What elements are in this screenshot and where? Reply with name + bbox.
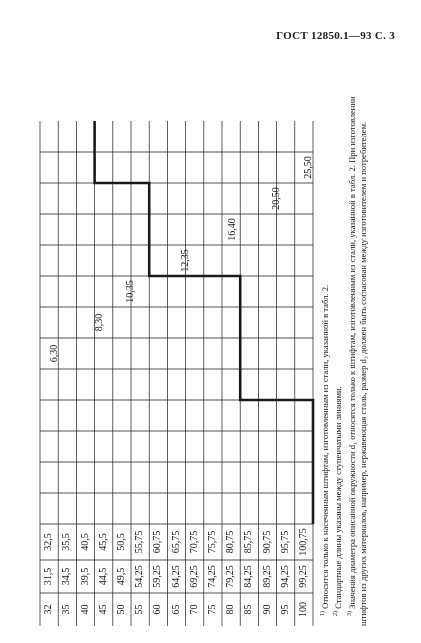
table-cell-v2: 80,75 (225, 530, 237, 554)
table-cell-v1: 31,5 (43, 567, 55, 586)
rotated-table-block (30, 66, 390, 626)
table-cell-v2: 75,75 (206, 530, 218, 554)
table-cell-v1: 59,25 (152, 565, 164, 588)
table-cell-v2: 50,5 (115, 533, 127, 551)
page-header: ГОСТ 12850.1—93 С. 3 (276, 30, 395, 42)
table-cell-label: 55 (134, 604, 146, 615)
table-cell-v1: 34,5 (61, 567, 73, 586)
table-cell-label: 32 (43, 604, 55, 615)
table-cell-label: 60 (152, 604, 164, 615)
footnote-1 (318, 66, 331, 626)
table-cell-v1: 54,25 (134, 565, 146, 588)
footnote-3 (345, 66, 370, 626)
footnote-1-text: Относится только к насеченным штифтам, изготовленным из стали, указанной в табл. 2. (319, 284, 330, 609)
table-cell-v1: 64,25 (170, 565, 182, 588)
table-cell-label: 70 (188, 604, 200, 615)
column-header-value: 10,35 (125, 280, 136, 303)
table-cell-label: 80 (225, 604, 237, 615)
column-header-value: 20,50 (270, 187, 282, 210)
table-cell-v2: 55,75 (134, 530, 146, 554)
table-cell-label: 45 (97, 604, 109, 615)
table-cell-v1: 44,5 (97, 567, 109, 586)
table-cell-v1: 49,5 (115, 567, 127, 586)
table-cell-v2: 45,5 (97, 533, 109, 551)
table-cell-v1: 74,25 (206, 565, 218, 588)
table-cell-v1: 99,25 (297, 565, 309, 588)
table-cell-label: 100 (297, 602, 309, 617)
table-cell-v2: 85,75 (243, 530, 255, 554)
table-cell-v1: 39,5 (79, 567, 91, 586)
table-cell-label: 50 (115, 604, 127, 615)
table-cell-v2: 90,75 (261, 530, 273, 554)
column-header-value: 12,35 (179, 249, 191, 272)
footnote-1-mark: 1) (320, 611, 326, 616)
table-cell-v1: 79,25 (225, 565, 237, 588)
table-cell-v2: 95,75 (279, 530, 291, 554)
table-cell-v2: 65,75 (170, 530, 182, 554)
column-header-value: 16,40 (226, 218, 238, 241)
table-cell-label: 75 (206, 604, 218, 615)
footnotes (318, 66, 370, 626)
footnote-2-mark: 2) (333, 611, 340, 616)
table-cell-v1: 84,25 (243, 565, 255, 588)
table-cell-v2: 60,75 (152, 530, 164, 554)
table-cell-v2: 70,75 (188, 530, 200, 554)
table-cell-v1: 94,25 (279, 565, 291, 588)
column-header-value: 8,30 (94, 313, 106, 332)
footnote-3-mark: 3) (346, 611, 353, 616)
table-cell-v2: 35,5 (61, 533, 73, 551)
column-header-value: 25,50 (303, 156, 315, 179)
table-cell-label: 90 (261, 604, 273, 615)
column-header-value: 6,30 (48, 344, 60, 363)
table-cell-v2: 100,75 (297, 528, 309, 556)
table-cell-v1: 69,25 (188, 565, 200, 588)
table-cell-label: 40 (79, 604, 91, 615)
footnote-2 (331, 66, 344, 626)
table-cell-label: 65 (170, 604, 182, 615)
footnote-2-text: Стандартные длины указаны между ступенчатыми линиями. (333, 386, 344, 609)
table-cell-v2: 40,5 (79, 533, 91, 551)
table-cell-v2: 32,5 (43, 533, 55, 551)
footnote-3-text: Значения диаметра описанной окружности d₁ относятся только к штифтам, изготовленным из стали, указанной в табл. 2. При изготовлении штифтов из других материалов, например, нержавеющая сталь, размер d₂ должен быть согласован между изготовителем и потребителем. (346, 96, 369, 626)
table-cell-label: 85 (243, 604, 255, 615)
table-cell-v1: 89,25 (261, 565, 273, 588)
table-cell-label: 95 (279, 604, 291, 615)
table-cell-label: 35 (61, 604, 73, 615)
